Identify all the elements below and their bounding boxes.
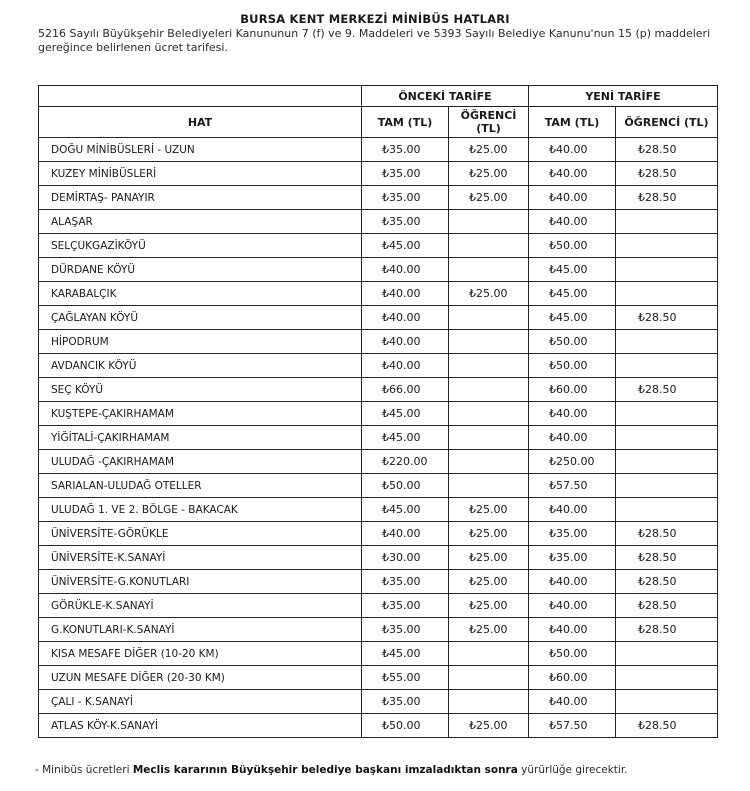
route-cell: KUŞTEPE-ÇAKIRHAMAM [39, 402, 362, 426]
table-row [39, 498, 718, 522]
table-row [39, 186, 718, 210]
route-cell: ALAŞAR [39, 210, 362, 234]
table-row [39, 234, 718, 258]
prev-full-cell: ₺35.00 [362, 138, 449, 162]
prev-student-cell: ₺25.00 [449, 570, 529, 594]
prev-full-cell: ₺50.00 [362, 474, 449, 498]
route-cell: YİĞİTALİ-ÇAKIRHAMAM [39, 426, 362, 450]
prev-full-cell: ₺66.00 [362, 378, 449, 402]
prev-student-cell: ₺25.00 [449, 714, 529, 738]
new-full-cell: ₺40.00 [529, 426, 616, 450]
prev-student-column-header: ÖĞRENCİ (TL) [449, 107, 529, 138]
group-header-row [39, 86, 718, 107]
route-cell: HİPODRUM [39, 330, 362, 354]
prev-full-cell: ₺40.00 [362, 258, 449, 282]
footer-prefix: - Minibüs ücretleri [35, 764, 133, 776]
route-cell: ÇAĞLAYAN KÖYÜ [39, 306, 362, 330]
route-cell: KUZEY MİNİBÜSLERİ [39, 162, 362, 186]
table-row [39, 594, 718, 618]
table-row [39, 642, 718, 666]
prev-full-cell: ₺40.00 [362, 282, 449, 306]
new-student-cell: ₺28.50 [616, 570, 718, 594]
route-cell: SARIALAN-ULUDAĞ OTELLER [39, 474, 362, 498]
prev-full-cell: ₺40.00 [362, 354, 449, 378]
prev-student-cell [449, 378, 529, 402]
prev-student-cell [449, 210, 529, 234]
new-full-cell: ₺40.00 [529, 690, 616, 714]
prev-full-column-header: TAM (TL) [362, 107, 449, 138]
footer-bold: Meclis kararının Büyükşehir belediye başkanı imzaladıktan sonra [132, 764, 518, 776]
prev-student-cell [449, 426, 529, 450]
new-student-cell: ₺28.50 [616, 714, 718, 738]
route-cell: DOĞU MİNİBÜSLERİ - UZUN [39, 138, 362, 162]
new-student-cell [616, 498, 718, 522]
route-column-header: HAT [39, 107, 362, 138]
prev-student-cell: ₺25.00 [449, 594, 529, 618]
new-student-cell: ₺28.50 [616, 522, 718, 546]
new-student-cell: ₺28.50 [616, 138, 718, 162]
new-full-cell: ₺35.00 [529, 522, 616, 546]
new-student-cell [616, 234, 718, 258]
new-student-cell: ₺28.50 [616, 378, 718, 402]
prev-student-cell: ₺25.00 [449, 498, 529, 522]
new-full-cell: ₺57.50 [529, 714, 616, 738]
new-student-cell: ₺28.50 [616, 306, 718, 330]
prev-full-cell: ₺30.00 [362, 546, 449, 570]
table-row [39, 402, 718, 426]
prev-student-cell [449, 402, 529, 426]
column-header-row [39, 107, 718, 138]
prev-student-cell [449, 258, 529, 282]
route-cell: ÜNİVERSİTE-K.SANAYİ [39, 546, 362, 570]
route-cell: G.KONUTLARI-K.SANAYİ [39, 618, 362, 642]
table-row [39, 138, 718, 162]
table-row [39, 450, 718, 474]
table-row [39, 570, 718, 594]
route-cell: ULUDAĞ -ÇAKIRHAMAM [39, 450, 362, 474]
table-row [39, 378, 718, 402]
footer-suffix: yürürlüğe girecektir. [517, 764, 628, 776]
route-cell: ÜNİVERSİTE-G.KONUTLARI [39, 570, 362, 594]
new-student-cell [616, 402, 718, 426]
new-student-cell: ₺28.50 [616, 162, 718, 186]
new-tariff-header: YENİ TARİFE [529, 86, 718, 107]
new-full-cell: ₺50.00 [529, 354, 616, 378]
table-row [39, 306, 718, 330]
new-student-cell [616, 210, 718, 234]
prev-full-cell: ₺50.00 [362, 714, 449, 738]
route-cell: ÇALI - K.SANAYİ [39, 690, 362, 714]
route-cell: KISA MESAFE DİĞER (10-20 KM) [39, 642, 362, 666]
new-full-column-header: TAM (TL) [529, 107, 616, 138]
prev-student-cell [449, 450, 529, 474]
prev-full-cell: ₺35.00 [362, 186, 449, 210]
prev-student-cell: ₺25.00 [449, 282, 529, 306]
new-student-cell: ₺28.50 [616, 594, 718, 618]
new-full-cell: ₺40.00 [529, 594, 616, 618]
prev-full-cell: ₺40.00 [362, 330, 449, 354]
new-full-cell: ₺50.00 [529, 234, 616, 258]
new-student-cell [616, 258, 718, 282]
new-student-column-header: ÖĞRENCİ (TL) [616, 107, 718, 138]
new-full-cell: ₺35.00 [529, 546, 616, 570]
new-full-cell: ₺57.50 [529, 474, 616, 498]
table-row [39, 618, 718, 642]
table-row [39, 666, 718, 690]
new-full-cell: ₺40.00 [529, 618, 616, 642]
footer-note [35, 764, 628, 776]
new-full-cell: ₺40.00 [529, 210, 616, 234]
new-student-cell [616, 666, 718, 690]
new-full-cell: ₺60.00 [529, 378, 616, 402]
document-subtitle: 5216 Sayılı Büyükşehir Belediyeleri Kanununun 7 (f) ve 9. Maddeleri ve 5393 Sayılı Belediye Kanunu'nun 15 (p) maddeleri gereğince belirlenen ücret tarifesi. [38, 27, 711, 54]
prev-student-cell: ₺25.00 [449, 618, 529, 642]
new-full-cell: ₺40.00 [529, 162, 616, 186]
table-row [39, 210, 718, 234]
route-cell: DÜRDANE KÖYÜ [39, 258, 362, 282]
table-row [39, 546, 718, 570]
route-cell: SELÇUKGAZİKÖYÜ [39, 234, 362, 258]
new-full-cell: ₺50.00 [529, 642, 616, 666]
prev-student-cell [449, 354, 529, 378]
prev-student-cell [449, 330, 529, 354]
new-full-cell: ₺250.00 [529, 450, 616, 474]
new-full-cell: ₺45.00 [529, 282, 616, 306]
table-row [39, 426, 718, 450]
new-student-cell: ₺28.50 [616, 618, 718, 642]
new-student-cell: ₺28.50 [616, 186, 718, 210]
new-student-cell: ₺28.50 [616, 546, 718, 570]
route-cell: ULUDAĞ 1. VE 2. BÖLGE - BAKACAK [39, 498, 362, 522]
fare-table [38, 85, 718, 738]
new-student-cell [616, 354, 718, 378]
prev-full-cell: ₺45.00 [362, 234, 449, 258]
prev-full-cell: ₺35.00 [362, 210, 449, 234]
prev-student-cell: ₺25.00 [449, 546, 529, 570]
table-row [39, 162, 718, 186]
fare-table-body [39, 138, 718, 738]
route-cell: UZUN MESAFE DİĞER (20-30 KM) [39, 666, 362, 690]
route-cell: ÜNİVERSİTE-GÖRÜKLE [39, 522, 362, 546]
prev-full-cell: ₺35.00 [362, 570, 449, 594]
new-full-cell: ₺60.00 [529, 666, 616, 690]
new-full-cell: ₺40.00 [529, 138, 616, 162]
new-student-cell [616, 642, 718, 666]
new-full-cell: ₺40.00 [529, 186, 616, 210]
route-cell: ATLAS KÖY-K.SANAYİ [39, 714, 362, 738]
new-student-cell [616, 426, 718, 450]
new-full-cell: ₺40.00 [529, 498, 616, 522]
new-student-cell [616, 282, 718, 306]
prev-full-cell: ₺35.00 [362, 162, 449, 186]
prev-student-cell: ₺25.00 [449, 522, 529, 546]
route-cell: DEMİRTAŞ- PANAYIR [39, 186, 362, 210]
prev-student-cell [449, 234, 529, 258]
blank-header-cell [39, 86, 362, 107]
new-full-cell: ₺50.00 [529, 330, 616, 354]
new-full-cell: ₺45.00 [529, 306, 616, 330]
prev-full-cell: ₺40.00 [362, 522, 449, 546]
prev-full-cell: ₺40.00 [362, 306, 449, 330]
prev-student-cell [449, 474, 529, 498]
prev-full-cell: ₺45.00 [362, 402, 449, 426]
route-cell: GÖRÜKLE-K.SANAYİ [39, 594, 362, 618]
prev-student-cell: ₺25.00 [449, 186, 529, 210]
document-title: BURSA KENT MERKEZİ MİNİBÜS HATLARI [240, 12, 510, 26]
prev-full-cell: ₺45.00 [362, 426, 449, 450]
new-student-cell [616, 474, 718, 498]
prev-student-cell [449, 690, 529, 714]
new-full-cell: ₺45.00 [529, 258, 616, 282]
table-row [39, 258, 718, 282]
prev-full-cell: ₺45.00 [362, 642, 449, 666]
route-cell: KARABALÇIK [39, 282, 362, 306]
prev-student-cell [449, 666, 529, 690]
new-full-cell: ₺40.00 [529, 570, 616, 594]
prev-student-cell [449, 642, 529, 666]
new-student-cell [616, 450, 718, 474]
prev-student-cell: ₺25.00 [449, 138, 529, 162]
route-cell: AVDANCIK KÖYÜ [39, 354, 362, 378]
prev-student-cell: ₺25.00 [449, 162, 529, 186]
table-row [39, 714, 718, 738]
new-student-cell [616, 330, 718, 354]
previous-tariff-header: ÖNCEKİ TARİFE [362, 86, 529, 107]
table-row [39, 282, 718, 306]
table-row [39, 690, 718, 714]
table-row [39, 474, 718, 498]
prev-full-cell: ₺35.00 [362, 618, 449, 642]
prev-student-cell [449, 306, 529, 330]
table-row [39, 330, 718, 354]
table-row [39, 354, 718, 378]
prev-full-cell: ₺35.00 [362, 690, 449, 714]
prev-full-cell: ₺45.00 [362, 498, 449, 522]
new-full-cell: ₺40.00 [529, 402, 616, 426]
prev-full-cell: ₺220.00 [362, 450, 449, 474]
prev-full-cell: ₺55.00 [362, 666, 449, 690]
prev-full-cell: ₺35.00 [362, 594, 449, 618]
new-student-cell [616, 690, 718, 714]
table-row [39, 522, 718, 546]
route-cell: SEÇ KÖYÜ [39, 378, 362, 402]
